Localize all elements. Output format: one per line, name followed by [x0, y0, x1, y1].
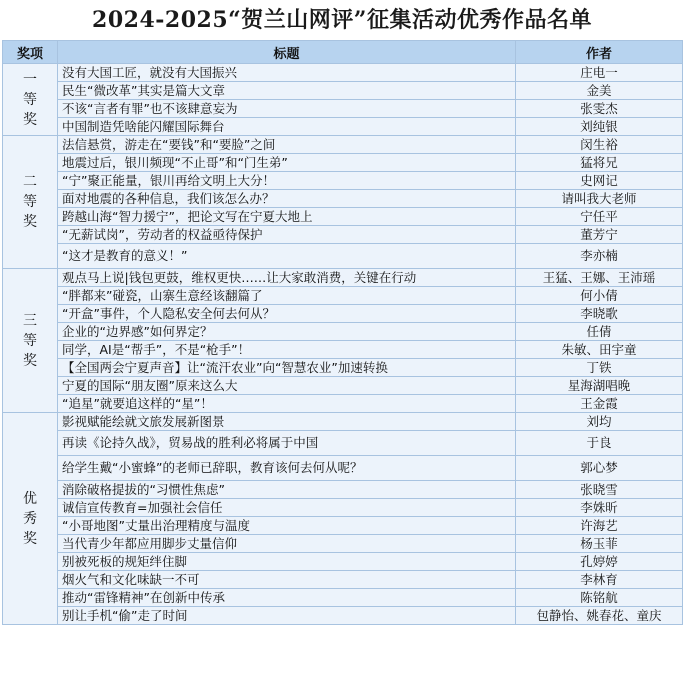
work-author: 闵生裕 [516, 136, 683, 154]
work-title: “宁”聚正能量，银川再给文明上大分！ [58, 172, 516, 190]
work-title: 别被死板的规矩绊住脚 [58, 553, 516, 571]
table-row [3, 118, 683, 136]
work-title: “这才是教育的意义！” [58, 244, 516, 269]
work-title: 影视赋能绘就文旅发展新图景 [58, 413, 516, 431]
work-author: 庄电一 [516, 64, 683, 82]
table-body [3, 64, 683, 625]
table-row [3, 172, 683, 190]
prize-cell [3, 64, 58, 136]
work-author: 董芳宁 [516, 226, 683, 244]
work-author: 何小倩 [516, 287, 683, 305]
work-title: “开盒”事件，个人隐私安全何去何从？ [58, 305, 516, 323]
prize-label: 一等奖 [23, 71, 37, 128]
work-author: 猛将兄 [516, 154, 683, 172]
table-row [3, 82, 683, 100]
table-row [3, 341, 683, 359]
work-title: 地震过后，银川频现“不止哥”和“门生弟” [58, 154, 516, 172]
table-header-row [3, 41, 683, 64]
work-author: 丁铁 [516, 359, 683, 377]
table-row [3, 499, 683, 517]
work-title: 法信悬赏，游走在“要钱”和“要脸”之间 [58, 136, 516, 154]
table-row [3, 269, 683, 287]
table-row [3, 323, 683, 341]
work-title: 不该“言者有罪”也不该肆意妄为 [58, 100, 516, 118]
work-author: 金美 [516, 82, 683, 100]
table-row [3, 244, 683, 269]
work-author: 李姝昕 [516, 499, 683, 517]
work-title: “小哥地图”丈量出治理精度与温度 [58, 517, 516, 535]
table-row [3, 517, 683, 535]
work-title: 中国制造凭啥能闪耀国际舞台 [58, 118, 516, 136]
prize-label: 二等奖 [23, 174, 37, 230]
work-title: 别让手机“偷”走了时间 [58, 607, 516, 625]
table-row [3, 287, 683, 305]
work-title: 推动“雷锋精神”在创新中传承 [58, 589, 516, 607]
work-title: 没有大国工匠，就没有大国振兴 [58, 64, 516, 82]
work-author: 刘纯银 [516, 118, 683, 136]
work-title: 同学，AI是“帮手”，不是“枪手”！ [58, 341, 516, 359]
work-author: 张晓雪 [516, 481, 683, 499]
table-row [3, 136, 683, 154]
work-author: 陈铭航 [516, 589, 683, 607]
work-author: 李林育 [516, 571, 683, 589]
work-author: 郭心梦 [516, 456, 683, 481]
work-title: 面对地震的各种信息，我们该怎么办？ [58, 190, 516, 208]
prize-cell [3, 413, 58, 625]
table-row [3, 535, 683, 553]
table-row [3, 208, 683, 226]
work-author: 史网记 [516, 172, 683, 190]
table-row [3, 359, 683, 377]
table-row [3, 154, 683, 172]
work-author: 任倩 [516, 323, 683, 341]
table-row [3, 571, 683, 589]
table-row [3, 395, 683, 413]
table-row [3, 589, 683, 607]
work-author: 包静怡、姚春花、童庆 [516, 607, 683, 625]
work-author: 张雯杰 [516, 100, 683, 118]
work-author: 请叫我大老师 [516, 190, 683, 208]
work-title: 当代青少年都应用脚步丈量信仰 [58, 535, 516, 553]
work-title: 宁夏的国际“朋友圈”原来这么大 [58, 377, 516, 395]
work-title: 烟火气和文化味缺一不可 [58, 571, 516, 589]
header-prize: 奖项 [3, 41, 58, 64]
work-author: 许海艺 [516, 517, 683, 535]
prize-cell [3, 269, 58, 413]
header-author: 作者 [516, 41, 683, 64]
table-row [3, 305, 683, 323]
table-row [3, 431, 683, 456]
work-title: “追星”就要追这样的“星”！ [58, 395, 516, 413]
prize-cell [3, 136, 58, 269]
table-row [3, 481, 683, 499]
work-title: 消除破格提拔的“习惯性焦虑” [58, 481, 516, 499]
work-title: 诚信宣传教育=加强社会信任 [58, 499, 516, 517]
work-author: 刘均 [516, 413, 683, 431]
work-title: “无薪试岗”，劳动者的权益亟待保护 [58, 226, 516, 244]
work-author: 王猛、王娜、王沛瑶 [516, 269, 683, 287]
work-author: 王金霞 [516, 395, 683, 413]
work-author: 孔婷婷 [516, 553, 683, 571]
table-row [3, 607, 683, 625]
work-author: 杨玉菲 [516, 535, 683, 553]
prize-label: 优秀奖 [23, 490, 37, 547]
work-title: 给学生戴“小蜜蜂”的老师已辞职，教育该何去何从呢？ [58, 456, 516, 481]
work-title: 观点马上说|钱包更鼓，维权更快……让大家敢消费，关键在行动 [58, 269, 516, 287]
page-title: 2024-2025“贺兰山网评”征集活动优秀作品名单 [92, 7, 592, 33]
table-row [3, 377, 683, 395]
work-title: 再读《论持久战》，贸易战的胜利必将属于中国 [58, 431, 516, 456]
work-author: 朱敏、田宇童 [516, 341, 683, 359]
work-title: 【全国两会宁夏声音】让“流汗农业”向“智慧农业”加速转换 [58, 359, 516, 377]
work-author: 星海湖唱晚 [516, 377, 683, 395]
awards-table [2, 40, 683, 625]
table-row [3, 413, 683, 431]
table-row [3, 64, 683, 82]
work-title: 跨越山海“智力援宁”，把论文写在宁夏大地上 [58, 208, 516, 226]
work-author: 于良 [516, 431, 683, 456]
work-title: 民生“微改革”其实是篇大文章 [58, 82, 516, 100]
work-title: 企业的“边界感”如何界定？ [58, 323, 516, 341]
table-row [3, 456, 683, 481]
table-row [3, 190, 683, 208]
header-title: 标题 [58, 41, 516, 64]
table-row [3, 553, 683, 571]
work-author: 宁任平 [516, 208, 683, 226]
work-author: 李亦楠 [516, 244, 683, 269]
table-row [3, 226, 683, 244]
prize-label: 三等奖 [23, 312, 37, 369]
table-row [3, 100, 683, 118]
work-title: “胖都来”碰瓷，山寨生意经该翻篇了 [58, 287, 516, 305]
work-author: 李晓歌 [516, 305, 683, 323]
